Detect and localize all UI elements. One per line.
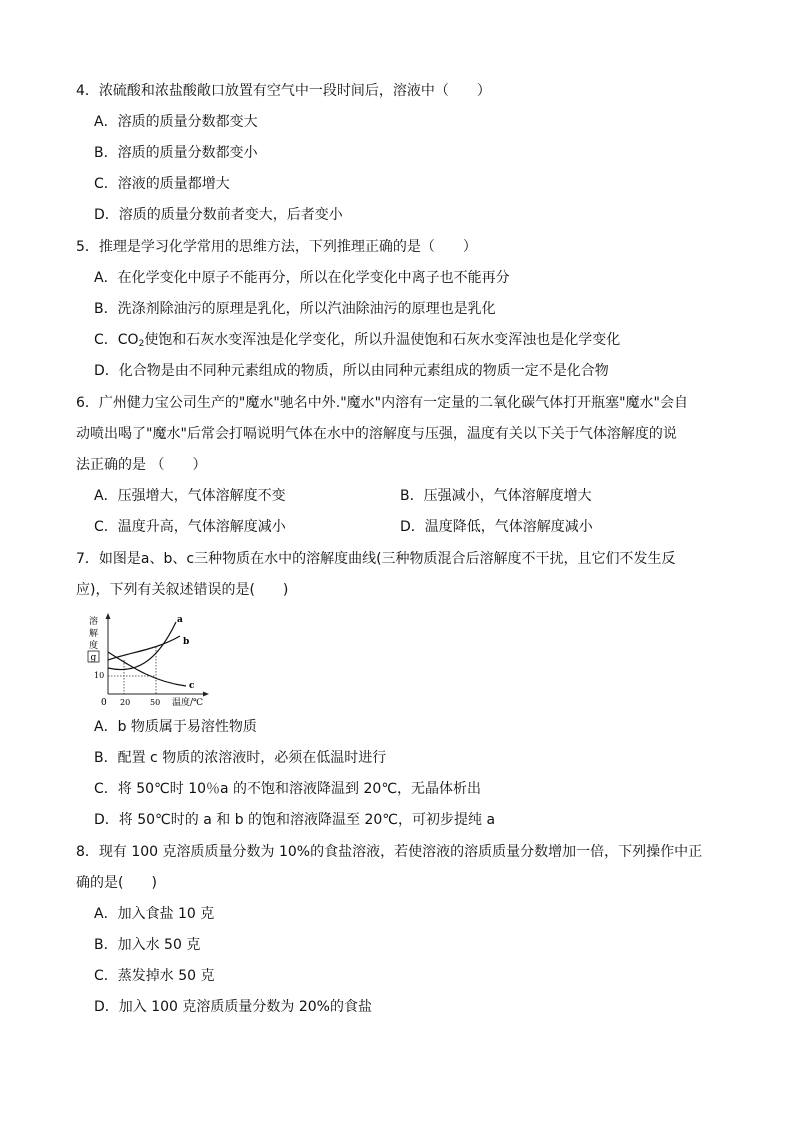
q7-stem-line2: 应)，下列有关叙述错误的是( ) — [76, 582, 289, 598]
q7-option-d: D．将 50℃时的 a 和 b 的饱和溶液降温至 20℃，可初步提纯 a — [94, 812, 496, 828]
q8-stem-line2: 确的是( ) — [76, 875, 157, 891]
q5-option-d: D．化合物是由不同种元素组成的物质，所以由同种元素组成的物质一定不是化合物 — [94, 363, 609, 379]
q5-option-c-sub: 2 — [138, 339, 145, 349]
x-tick-20: 20 — [120, 698, 131, 707]
y-label-3: 度 — [89, 641, 99, 651]
q6-option-b: B．压强减小，气体溶解度增大 — [400, 488, 592, 504]
q6-option-d: D．温度降低，气体溶解度减小 — [400, 519, 593, 535]
y-label-2: 解 — [89, 629, 99, 639]
q6-option-a: A．压强增大，气体溶解度不变 — [94, 488, 286, 504]
q6-stem-line2: 动喷出喝了"魔水"后常会打嗝说明气体在水中的溶解度与压强，温度有关以下关于气体溶解度的说 — [76, 426, 677, 442]
y-tick-10: 10 — [94, 671, 105, 680]
origin-label: 0 — [101, 698, 107, 708]
q5-option-c-post: 使饱和石灰水变浑浊是化学变化，所以升温使饱和石灰水变浑浊也是化学变化 — [144, 332, 621, 348]
curve-b — [108, 636, 180, 660]
q5-option-a: A．在化学变化中原子不能再分，所以在化学变化中离子也不能再分 — [94, 270, 510, 286]
q7-option-c: C．将 50℃时 10％a 的不饱和溶液降温到 20℃，无晶体析出 — [94, 781, 482, 797]
x-label: 温度/℃ — [172, 698, 204, 708]
q5-option-c — [94, 331, 620, 349]
y-axis-arrow — [106, 613, 111, 619]
q4-stem: 4．浓硫酸和浓盐酸敞口放置有空气中一段时间后，溶液中（ ） — [76, 83, 491, 99]
q8-option-d: D．加入 100 克溶质质量分数为 20%的食盐 — [94, 999, 372, 1015]
q4-option-b: B．溶质的质量分数都变小 — [94, 145, 258, 161]
q7-option-a: A．b 物质属于易溶性物质 — [94, 719, 257, 735]
q5-option-c-pre: C．CO — [94, 332, 139, 348]
q5-option-b: B．洗涤剂除油污的原理是乳化，所以汽油除油污的原理也是乳化 — [94, 301, 496, 317]
q8-option-a: A．加入食盐 10 克 — [94, 906, 215, 922]
q5-stem: 5．推理是学习化学常用的思维方法，下列推理正确的是（ ） — [76, 239, 477, 255]
q6-stem-line1: 6．广州健力宝公司生产的"魔水"驰名中外."魔水"内溶有一定量的二氧化碳气体打开瓶塞"魔水"会自 — [76, 395, 688, 411]
q8-option-c: C．蒸发掉水 50 克 — [94, 968, 215, 984]
curve-a — [108, 622, 176, 670]
curve-b-label: b — [183, 637, 190, 647]
curve-c-label: c — [189, 681, 195, 691]
q8-option-b: B．加入水 50 克 — [94, 937, 201, 953]
curve-a-label: a — [177, 615, 183, 625]
q6-stem-line3: 法正确的是 （ ） — [76, 457, 207, 473]
q6-option-c: C．温度升高，气体溶解度减小 — [94, 519, 286, 535]
q4-option-c: C．溶液的质量都增大 — [94, 176, 230, 192]
q7-stem-line1: 7．如图是a、b、c三种物质在水中的溶解度曲线(三种物质混合后溶解度不干扰，且它们不发生反 — [76, 551, 676, 567]
x-axis-arrow — [203, 692, 209, 697]
solubility-curve-graph — [86, 610, 246, 710]
q8-stem-line1: 8．现有 100 克溶质质量分数为 10%的食盐溶液，若使溶液的溶质质量分数增加一倍，下列操作中正 — [76, 844, 703, 860]
x-tick-50: 50 — [150, 698, 161, 707]
q4-option-a: A．溶质的质量分数都变大 — [94, 114, 258, 130]
q7-option-b: B．配置 c 物质的浓溶液时，必须在低温时进行 — [94, 750, 387, 766]
q4-option-d: D．溶质的质量分数前者变大，后者变小 — [94, 207, 343, 223]
y-unit: g — [90, 653, 97, 663]
y-label-1: 溶 — [89, 617, 99, 627]
